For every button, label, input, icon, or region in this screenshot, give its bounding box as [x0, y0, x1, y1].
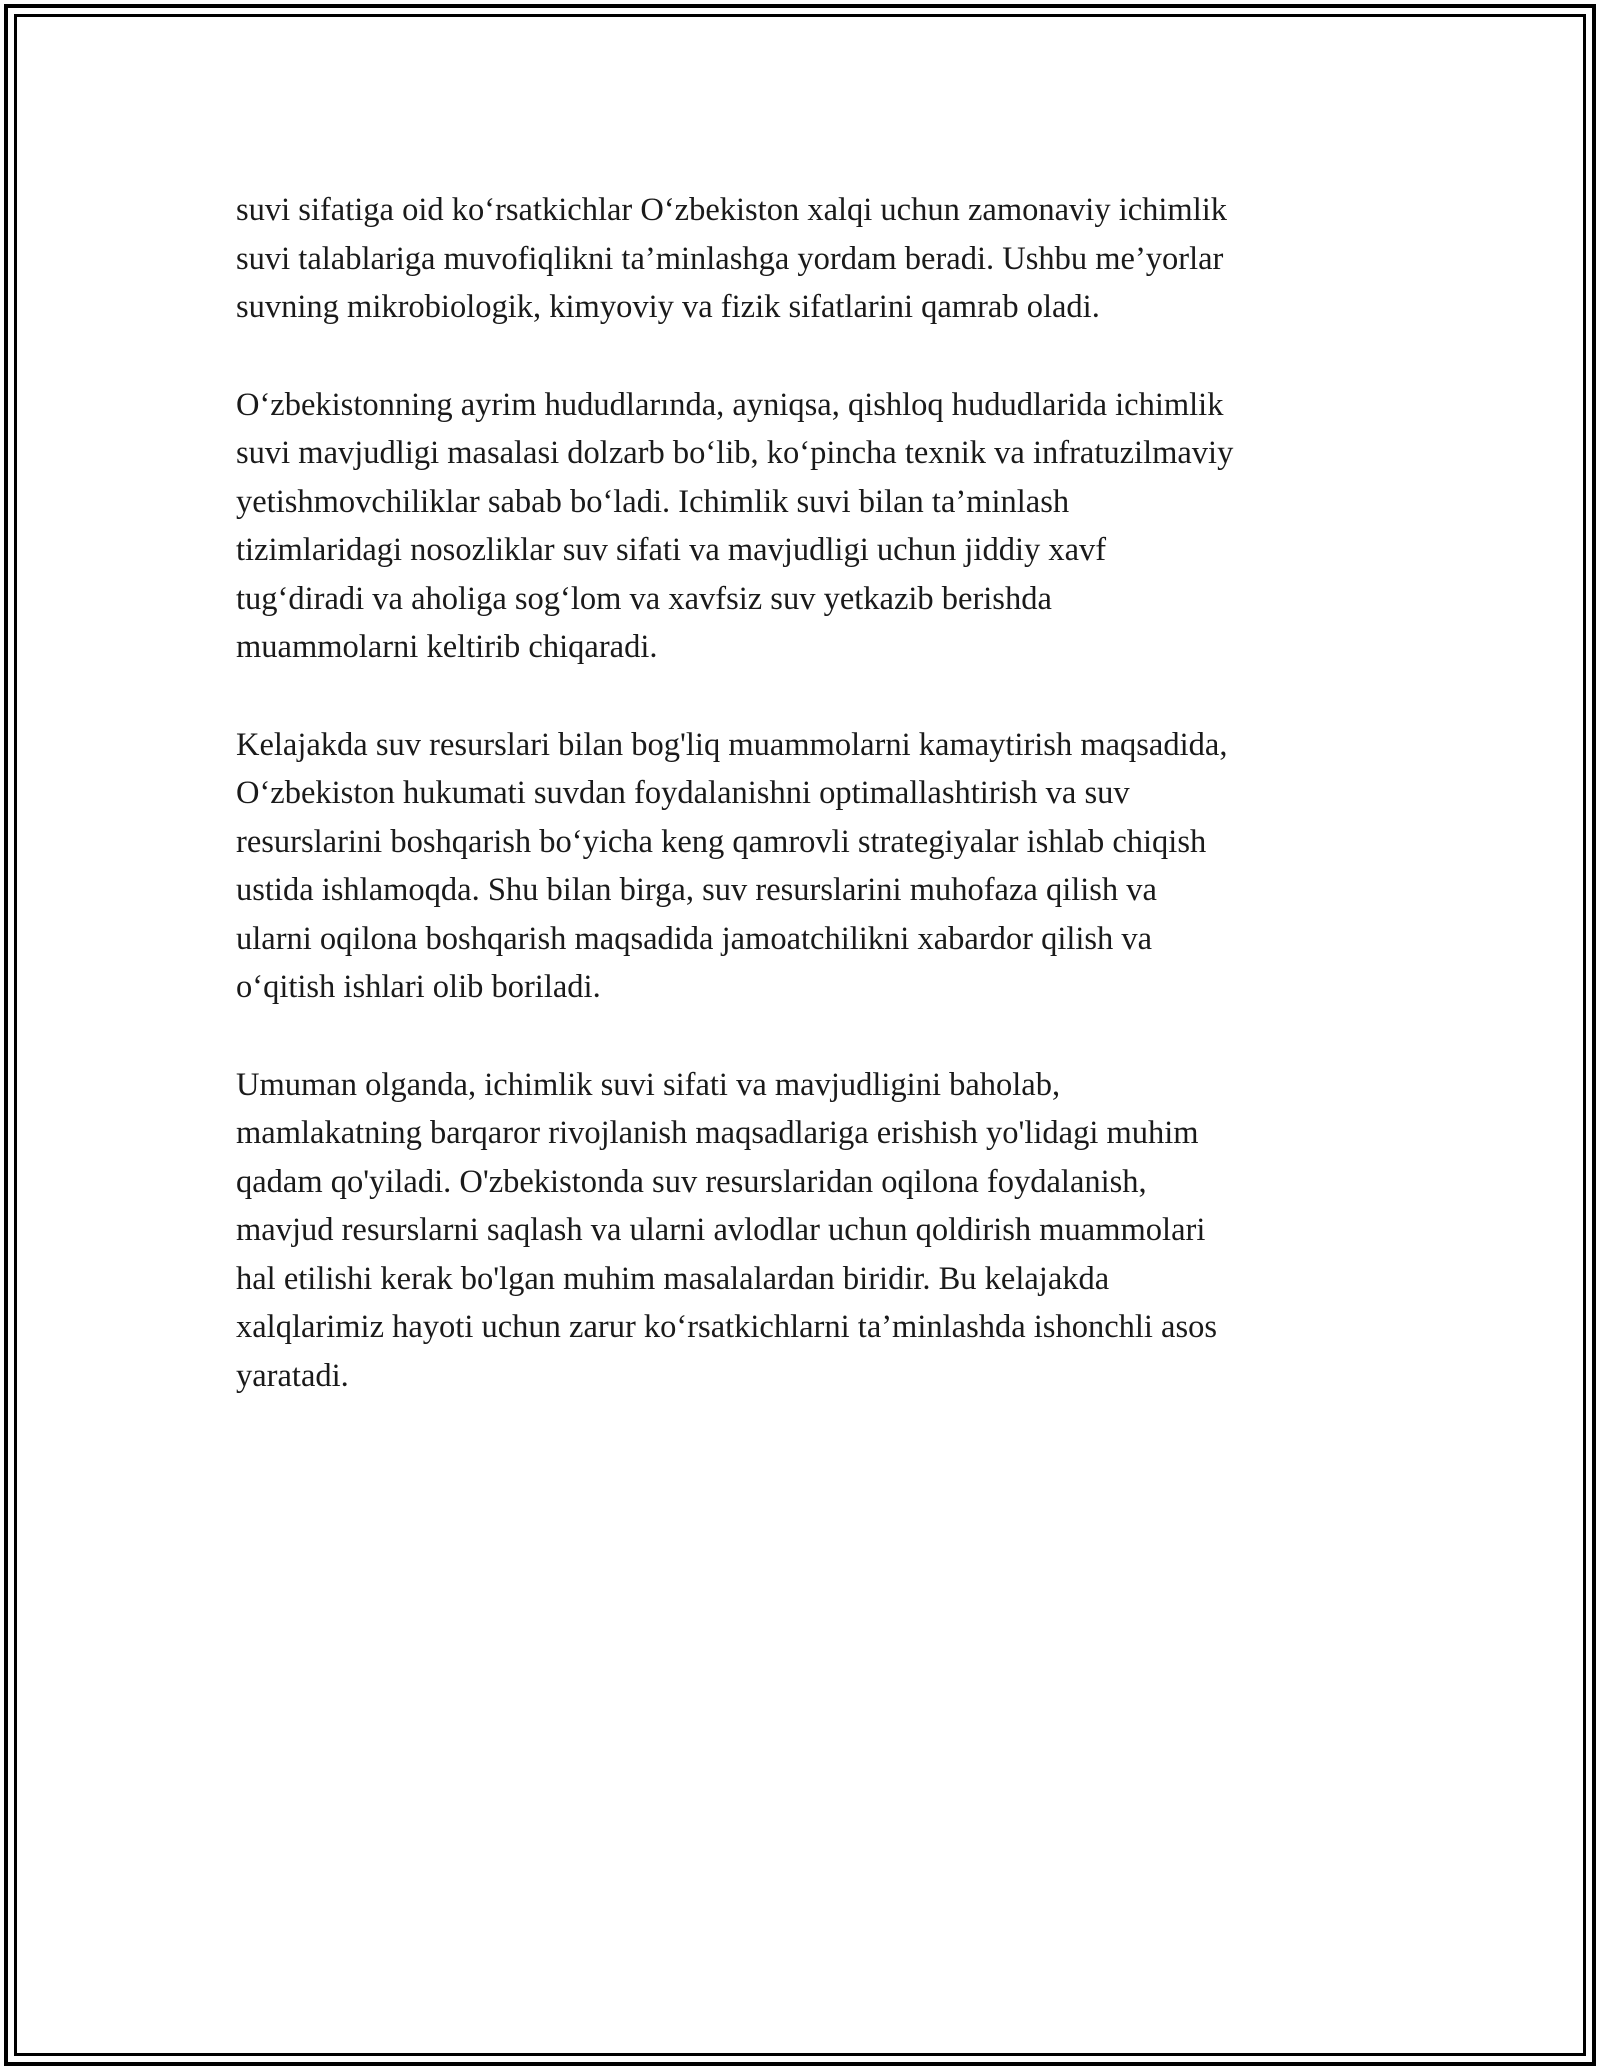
paragraph-4: Umuman olganda, ichimlik suvi sifati va mavjudligini baholab, mamlakatning barqaror rivojlanish maqsadlariga erishish yo'lidagi muhim qadam qo'yiladi. O'zbekistonda suv resurslaridan oqilona foydalanish, mavjud resurslarni saqlash va ularni avlodlar uchun qoldirish muammolari hal etilishi kerak bo'lgan muhim masalalardan biridir. Bu kelajakda xalqlarimiz hayoti uchun zarur ko‘rsatkichlarni ta’minlashda ishonchli asos yaratadi. — [236, 1066, 1218, 1394]
paragraph-3: Kelajakda suv resurslari bilan bog'liq muammolarni kamaytirish maqsadida, O‘zbekiston hukumati suvdan foydalanishni optimallashtirish va suv resurslarini boshqarish bo‘yicha keng qamrovli strategiyalar ishlab chiqish ustida ishlamoqda. Shu bilan birga, suv resurslarini muhofaza qilish va ularni oqilona boshqarish maqsadida jamoatchilikni xabardor qilish va o‘qitish ishlari olib boriladi. — [236, 726, 1228, 1005]
paragraph-1: suvi sifatiga oid ko‘rsatkichlar O‘zbekiston xalqi uchun zamonaviy ichimlik suvi talablariga muvofiqlikni ta’minlashga yordam beradi. Ushbu me’yorlar suvning mikrobiologik, kimyoviy va fizik sifatlarini qamrab oladi. — [236, 192, 1228, 325]
paragraph-2: O‘zbekistonning ayrim hududlarında, ayniqsa, qishloq hududlarida ichimlik suvi mavjudligi masalasi dolzarb bo‘lib, ko‘pincha texnik va infratuzilmaviy yetishmovchiliklar sabab bo‘ladi. Ichimlik suvi bilan ta’minlash tizimlaridagi nosozliklar suv sifati va mavjudligi uchun jiddiy xavf tug‘diradi va aholiga sog‘lom va xavfsiz suv yetkazib berishda muammolarni keltirib chiqaradi. — [236, 386, 1234, 665]
document-body — [236, 186, 1376, 1449]
